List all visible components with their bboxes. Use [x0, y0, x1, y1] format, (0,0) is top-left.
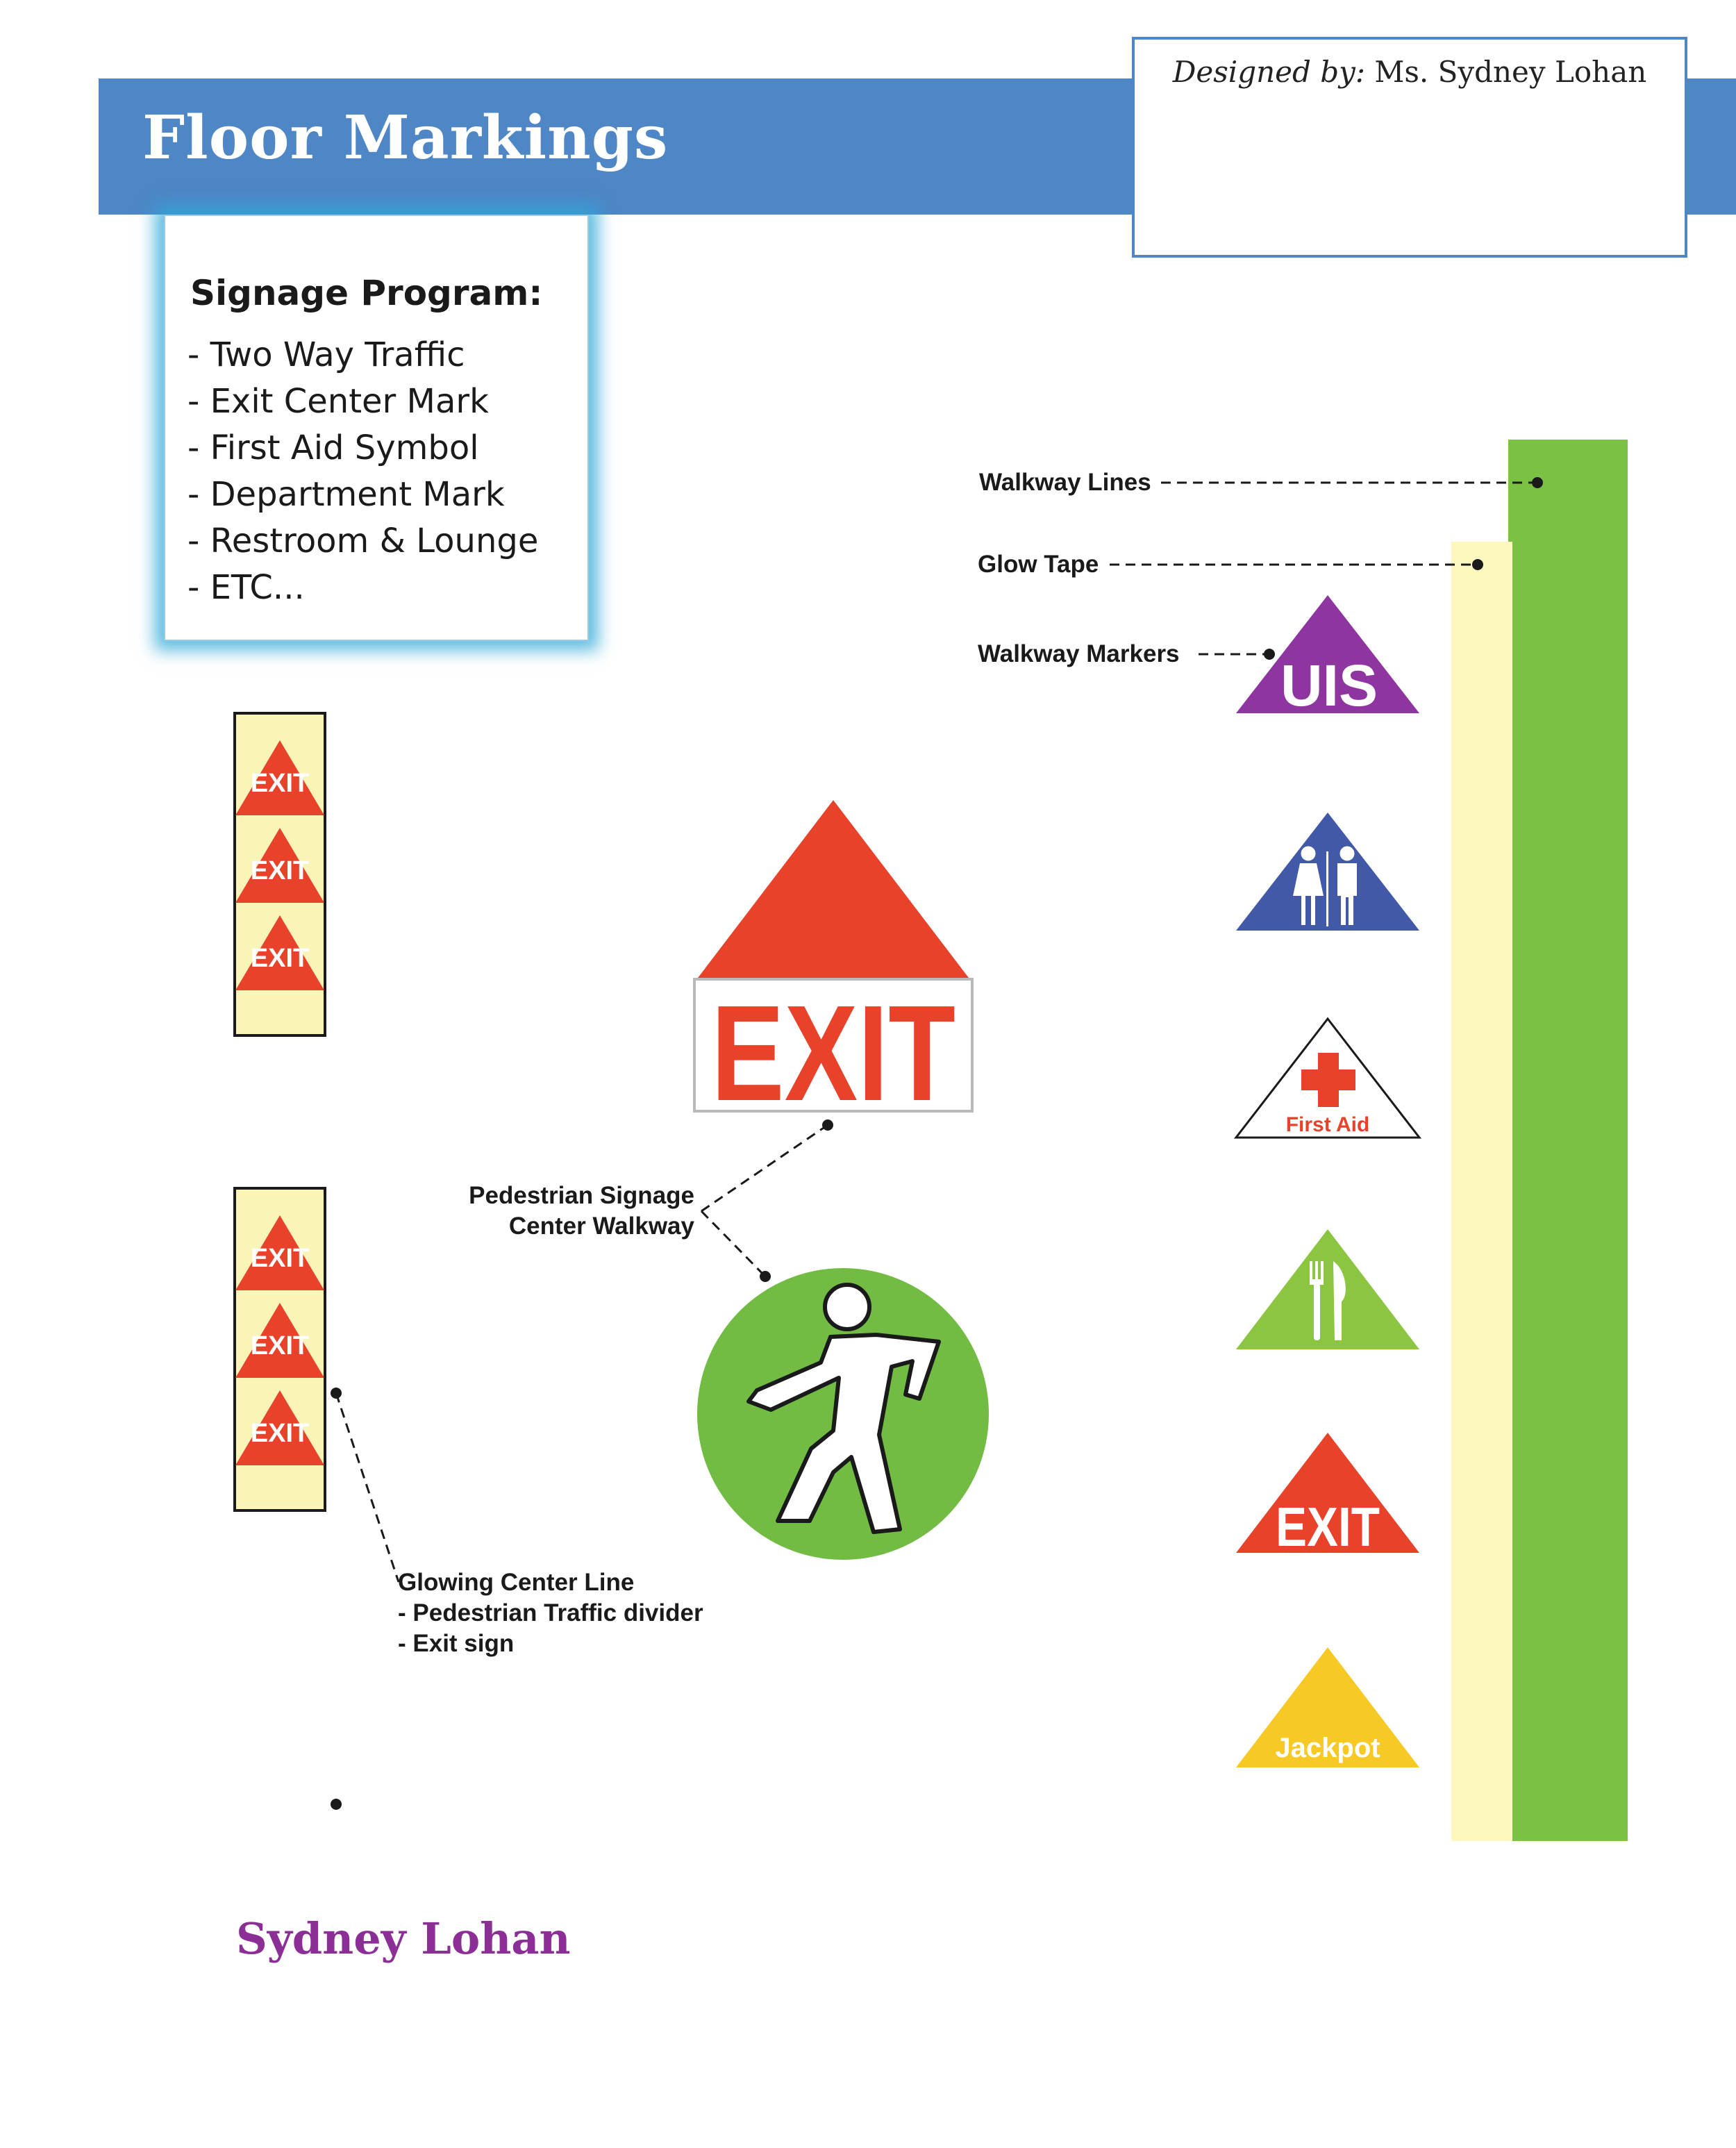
marker-exit [1236, 1433, 1419, 1558]
exit-strip-top [235, 713, 325, 1035]
label-pedestrian-signage: Pedestrian Signage [469, 1182, 694, 1209]
label-center-walkway: Center Walkway [508, 1213, 694, 1240]
footer-designer-name: Sydney Lohan [236, 1913, 571, 1964]
label-walkway-markers: Walkway Markers [978, 640, 1180, 667]
marker-first-aid [1236, 1019, 1419, 1138]
designer-name: Ms. Sydney Lohan [1374, 55, 1647, 89]
strip-exit-label: EXIT [250, 1244, 310, 1273]
marker-food [1236, 1229, 1419, 1349]
program-heading: Signage Program: [190, 273, 543, 313]
marker-restroom [1236, 813, 1419, 931]
marker-first-aid-label: First Aid [1285, 1113, 1370, 1136]
marker-jackpot-label: Jackpot [1275, 1733, 1380, 1763]
program-item: - Restroom & Lounge [187, 522, 539, 560]
marker-exit-label: EXIT [1276, 1496, 1380, 1558]
strip-exit-label: EXIT [250, 1419, 310, 1448]
label-glowing-center-line: Glowing Center Line [398, 1569, 635, 1596]
leader-dot [760, 1271, 771, 1282]
program-item: - Department Mark [187, 475, 505, 514]
big-exit-arrow [698, 800, 969, 978]
program-item: - First Aid Symbol [187, 428, 479, 467]
strip-exit-label: EXIT [250, 856, 310, 885]
marker-uis-label: UIS [1280, 653, 1378, 718]
label-traffic-divider: - Pedestrian Traffic divider [398, 1599, 703, 1626]
big-exit-sign [694, 800, 972, 1129]
leader-dot [331, 1388, 342, 1399]
label-glow-tape: Glow Tape [978, 551, 1099, 578]
marker-uis [1236, 595, 1419, 718]
designer-label: Designed by: [1172, 55, 1365, 89]
leader-pedestrian-exit [701, 1125, 828, 1211]
leader-dot [1532, 477, 1543, 488]
marker-jackpot [1236, 1647, 1419, 1767]
walkway-line [1508, 440, 1628, 1841]
strip-exit-label: EXIT [250, 1331, 310, 1360]
program-item: - Two Way Traffic [187, 335, 465, 374]
page-title: Floor Markings [142, 103, 669, 173]
program-item: - ETC... [187, 568, 305, 607]
leader-dot [1264, 649, 1275, 660]
label-exit-sign: - Exit sign [398, 1630, 515, 1657]
leader-dot [331, 1799, 342, 1810]
strip-exit-label: EXIT [250, 944, 310, 973]
pedestrian-walker-sign [697, 1268, 989, 1560]
glow-tape [1451, 542, 1512, 1841]
program-item: - Exit Center Mark [187, 382, 489, 421]
strip-exit-label: EXIT [250, 769, 310, 798]
leader-pedestrian-walker [701, 1211, 765, 1276]
big-exit-label: EXIT [711, 977, 955, 1129]
exit-strip-bottom [235, 1188, 325, 1510]
leader-dot [1472, 559, 1483, 570]
label-walkway-lines: Walkway Lines [979, 469, 1151, 496]
leader-glowing-center [336, 1393, 399, 1582]
